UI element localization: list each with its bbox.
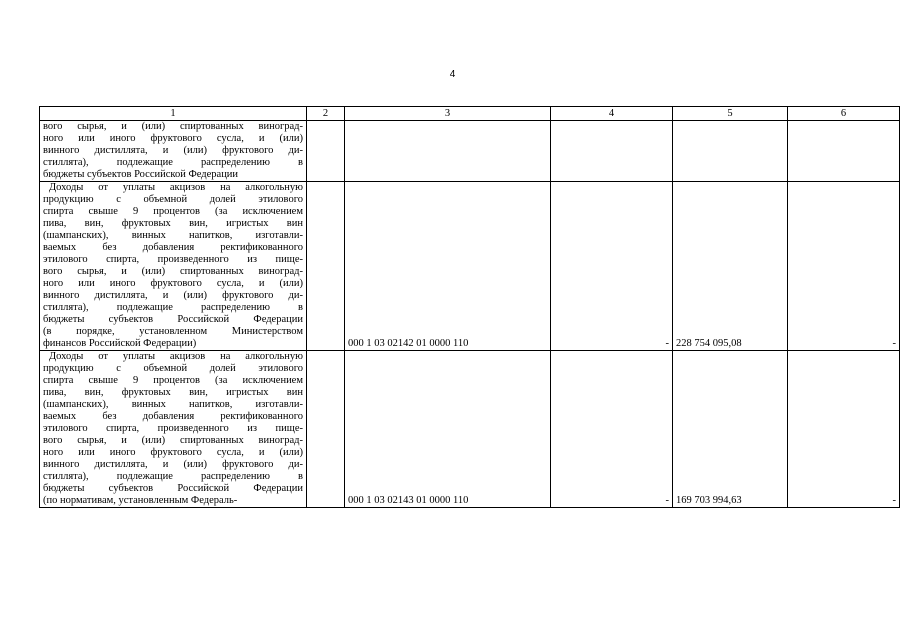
description-line: спирта свыше 9 процентов (за исключением <box>43 375 303 386</box>
column-header-3: 3 <box>345 107 551 121</box>
description-line: (шампанских), винных напитков, изготавли- <box>43 399 303 410</box>
description-line: стиллята), подлежащие распределению в <box>43 157 303 168</box>
budget-classification-code <box>345 121 551 182</box>
description-line: финансов Российской Федерации) <box>43 338 197 349</box>
column-4-value: - <box>551 351 673 508</box>
description-line: пива, вин, фруктовых вин, игристых вин <box>43 218 303 229</box>
column-6-value <box>788 121 900 182</box>
description-line: (в порядке, установленном Министерством <box>43 326 303 337</box>
column-header-1: 1 <box>40 107 307 121</box>
description-line: продукцию с объемной долей этилового <box>43 194 303 205</box>
column-2-cell <box>307 121 345 182</box>
table-row <box>40 121 900 182</box>
description-line: винного дистиллята, и (или) фруктового ди- <box>43 145 303 156</box>
income-table <box>39 106 900 508</box>
column-2-cell <box>307 351 345 508</box>
budget-classification-code: 000 1 03 02142 01 0000 110 <box>345 182 551 351</box>
description-line: бюджеты субъектов Российской Федерации <box>43 314 303 325</box>
budget-classification-code: 000 1 03 02143 01 0000 110 <box>345 351 551 508</box>
description-line: вого сырья, и (или) спиртованных виноград- <box>43 266 303 277</box>
description-line: пива, вин, фруктовых вин, игристых вин <box>43 387 303 398</box>
description-line: ваемых без добавления ректификованного <box>43 411 303 422</box>
description-line: стиллята), подлежащие распределению в <box>43 471 303 482</box>
column-4-value <box>551 121 673 182</box>
amount-value: 228 754 095,08 <box>673 182 788 351</box>
description-line: вого сырья, и (или) спиртованных виноград- <box>43 121 303 132</box>
description-line: ного или иного фруктового сусла, и (или) <box>43 278 303 289</box>
description-line: продукцию с объемной долей этилового <box>43 363 303 374</box>
column-4-value: - <box>551 182 673 351</box>
description-line: Доходы от уплаты акцизов на алкогольную <box>49 182 303 193</box>
income-description <box>40 351 307 508</box>
table-row <box>40 182 900 351</box>
amount-value <box>673 121 788 182</box>
description-line: ного или иного фруктового сусла, и (или) <box>43 133 303 144</box>
income-description <box>40 182 307 351</box>
description-line: стиллята), подлежащие распределению в <box>43 302 303 313</box>
income-description <box>40 121 307 182</box>
column-header-2: 2 <box>307 107 345 121</box>
column-6-value: - <box>788 182 900 351</box>
description-line: ваемых без добавления ректификованного <box>43 242 303 253</box>
description-line: вого сырья, и (или) спиртованных виноград- <box>43 435 303 446</box>
description-line: (шампанских), винных напитков, изготавли- <box>43 230 303 241</box>
description-line: ного или иного фруктового сусла, и (или) <box>43 447 303 458</box>
description-line: спирта свыше 9 процентов (за исключением <box>43 206 303 217</box>
description-line: винного дистиллята, и (или) фруктового ди- <box>43 290 303 301</box>
description-line: этилового спирта, произведенного из пище- <box>43 254 303 265</box>
description-line: Доходы от уплаты акцизов на алкогольную <box>49 351 303 362</box>
column-header-6: 6 <box>788 107 900 121</box>
page-number: 4 <box>449 69 456 80</box>
description-line: бюджеты субъектов Российской Федерации <box>43 169 239 180</box>
description-line: этилового спирта, произведенного из пище- <box>43 423 303 434</box>
column-header-5: 5 <box>673 107 788 121</box>
description-line: бюджеты субъектов Российской Федерации <box>43 483 303 494</box>
description-line: винного дистиллята, и (или) фруктового ди- <box>43 459 303 470</box>
amount-value: 169 703 994,63 <box>673 351 788 508</box>
column-number-row <box>40 107 900 121</box>
column-2-cell <box>307 182 345 351</box>
table-row <box>40 351 900 508</box>
column-6-value: - <box>788 351 900 508</box>
column-header-4: 4 <box>551 107 673 121</box>
table-body <box>40 121 900 508</box>
description-line: (по нормативам, установленным Федераль- <box>43 495 238 506</box>
